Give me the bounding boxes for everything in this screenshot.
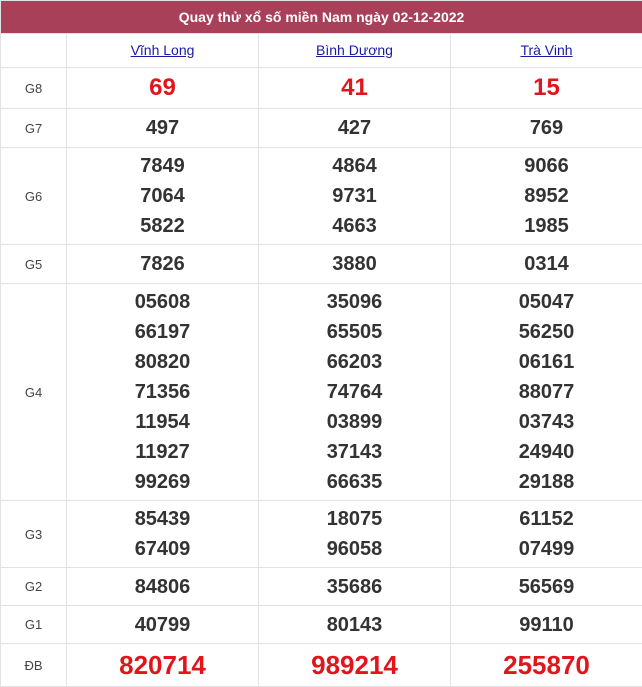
- prize-label: G6: [1, 148, 67, 245]
- prize-number: 67409: [67, 534, 258, 564]
- prize-number: 66197: [67, 317, 258, 347]
- prize-number: 11927: [67, 437, 258, 467]
- prize-number: 41: [259, 73, 450, 103]
- prize-cell: [67, 501, 259, 568]
- prize-number: 99110: [451, 610, 642, 640]
- prize-number: 35096: [259, 287, 450, 317]
- prize-cell: [259, 245, 451, 284]
- prize-number: 03899: [259, 407, 450, 437]
- prize-number: 06161: [451, 347, 642, 377]
- prize-rows: [1, 68, 642, 687]
- prize-label: G5: [1, 245, 67, 284]
- prize-number: 37143: [259, 437, 450, 467]
- province-cell: [259, 34, 451, 68]
- prize-number: 4663: [259, 211, 450, 241]
- prize-number: 1985: [451, 211, 642, 241]
- prize-number: 9066: [451, 151, 642, 181]
- prize-label: G1: [1, 606, 67, 644]
- prize-number: 8952: [451, 181, 642, 211]
- prize-cell: [67, 644, 259, 687]
- prize-number: 29188: [451, 467, 642, 497]
- prize-cell: [259, 68, 451, 109]
- prize-cell: [67, 148, 259, 245]
- prize-number: 56250: [451, 317, 642, 347]
- prize-row-g2: [1, 568, 642, 606]
- prize-number: 24940: [451, 437, 642, 467]
- prize-cell: [67, 109, 259, 148]
- prize-number: 74764: [259, 377, 450, 407]
- prize-number: 88077: [451, 377, 642, 407]
- province-link-tra-vinh[interactable]: Trà Vinh: [520, 42, 572, 58]
- prize-number: 820714: [67, 650, 258, 680]
- prize-cell: [67, 568, 259, 606]
- province-cell: [67, 34, 259, 68]
- prize-label: G3: [1, 501, 67, 568]
- prize-number: 11954: [67, 407, 258, 437]
- prize-cell: [67, 68, 259, 109]
- prize-row-g4: [1, 284, 642, 501]
- prize-number: 99269: [67, 467, 258, 497]
- prize-cell: [259, 606, 451, 644]
- prize-cell: [259, 644, 451, 687]
- prize-cell: [259, 284, 451, 501]
- table-title: Quay thử xổ số miền Nam ngày 02-12-2022: [1, 1, 642, 34]
- prize-number: 15: [451, 73, 642, 103]
- prize-number: 96058: [259, 534, 450, 564]
- prize-number: 69: [67, 73, 258, 103]
- prize-label: G8: [1, 68, 67, 109]
- prize-number: 7826: [67, 249, 258, 279]
- prize-number: 4864: [259, 151, 450, 181]
- prize-number: 80820: [67, 347, 258, 377]
- prize-number: 66635: [259, 467, 450, 497]
- prize-number: 989214: [259, 650, 450, 680]
- prize-cell: [259, 109, 451, 148]
- prize-cell: [451, 606, 642, 644]
- prize-number: 0314: [451, 249, 642, 279]
- prize-row-g7: [1, 109, 642, 148]
- prize-cell: [67, 606, 259, 644]
- prize-cell: [451, 68, 642, 109]
- prize-number: 427: [259, 113, 450, 143]
- prize-number: 769: [451, 113, 642, 143]
- prize-number: 05608: [67, 287, 258, 317]
- prize-row-db: [1, 644, 642, 687]
- prize-label: G7: [1, 109, 67, 148]
- prize-number: 9731: [259, 181, 450, 211]
- prize-number: 5822: [67, 211, 258, 241]
- prize-label: G4: [1, 284, 67, 501]
- prize-number: 65505: [259, 317, 450, 347]
- prize-cell: [451, 148, 642, 245]
- prize-row-g1: [1, 606, 642, 644]
- prize-number: 05047: [451, 287, 642, 317]
- prize-number: 85439: [67, 504, 258, 534]
- prize-row-g3: [1, 501, 642, 568]
- prize-cell: [451, 568, 642, 606]
- prize-number: 35686: [259, 572, 450, 602]
- prize-number: 40799: [67, 610, 258, 640]
- province-link-binh-duong[interactable]: Bình Dương: [316, 42, 393, 58]
- prize-number: 7064: [67, 181, 258, 211]
- prize-cell: [67, 284, 259, 501]
- prize-number: 80143: [259, 610, 450, 640]
- prize-cell: [259, 568, 451, 606]
- province-row: [1, 34, 642, 68]
- prize-number: 07499: [451, 534, 642, 564]
- prize-cell: [451, 644, 642, 687]
- prize-row-g6: [1, 148, 642, 245]
- prize-cell: [451, 501, 642, 568]
- title-row: [1, 1, 642, 34]
- province-link-vinh-long[interactable]: Vĩnh Long: [131, 42, 195, 58]
- prize-cell: [451, 109, 642, 148]
- empty-corner-cell: [1, 34, 67, 68]
- prize-label: G2: [1, 568, 67, 606]
- prize-row-g8: [1, 68, 642, 109]
- prize-number: 61152: [451, 504, 642, 534]
- prize-cell: [67, 245, 259, 284]
- prize-cell: [259, 501, 451, 568]
- prize-number: 497: [67, 113, 258, 143]
- province-cell: [451, 34, 642, 68]
- prize-number: 03743: [451, 407, 642, 437]
- prize-number: 18075: [259, 504, 450, 534]
- prize-number: 3880: [259, 249, 450, 279]
- prize-label: ĐB: [1, 644, 67, 687]
- prize-cell: [451, 284, 642, 501]
- prize-number: 56569: [451, 572, 642, 602]
- prize-number: 71356: [67, 377, 258, 407]
- prize-row-g5: [1, 245, 642, 284]
- prize-number: 7849: [67, 151, 258, 181]
- prize-cell: [451, 245, 642, 284]
- prize-number: 84806: [67, 572, 258, 602]
- prize-cell: [259, 148, 451, 245]
- prize-number: 66203: [259, 347, 450, 377]
- prize-number: 255870: [451, 650, 642, 680]
